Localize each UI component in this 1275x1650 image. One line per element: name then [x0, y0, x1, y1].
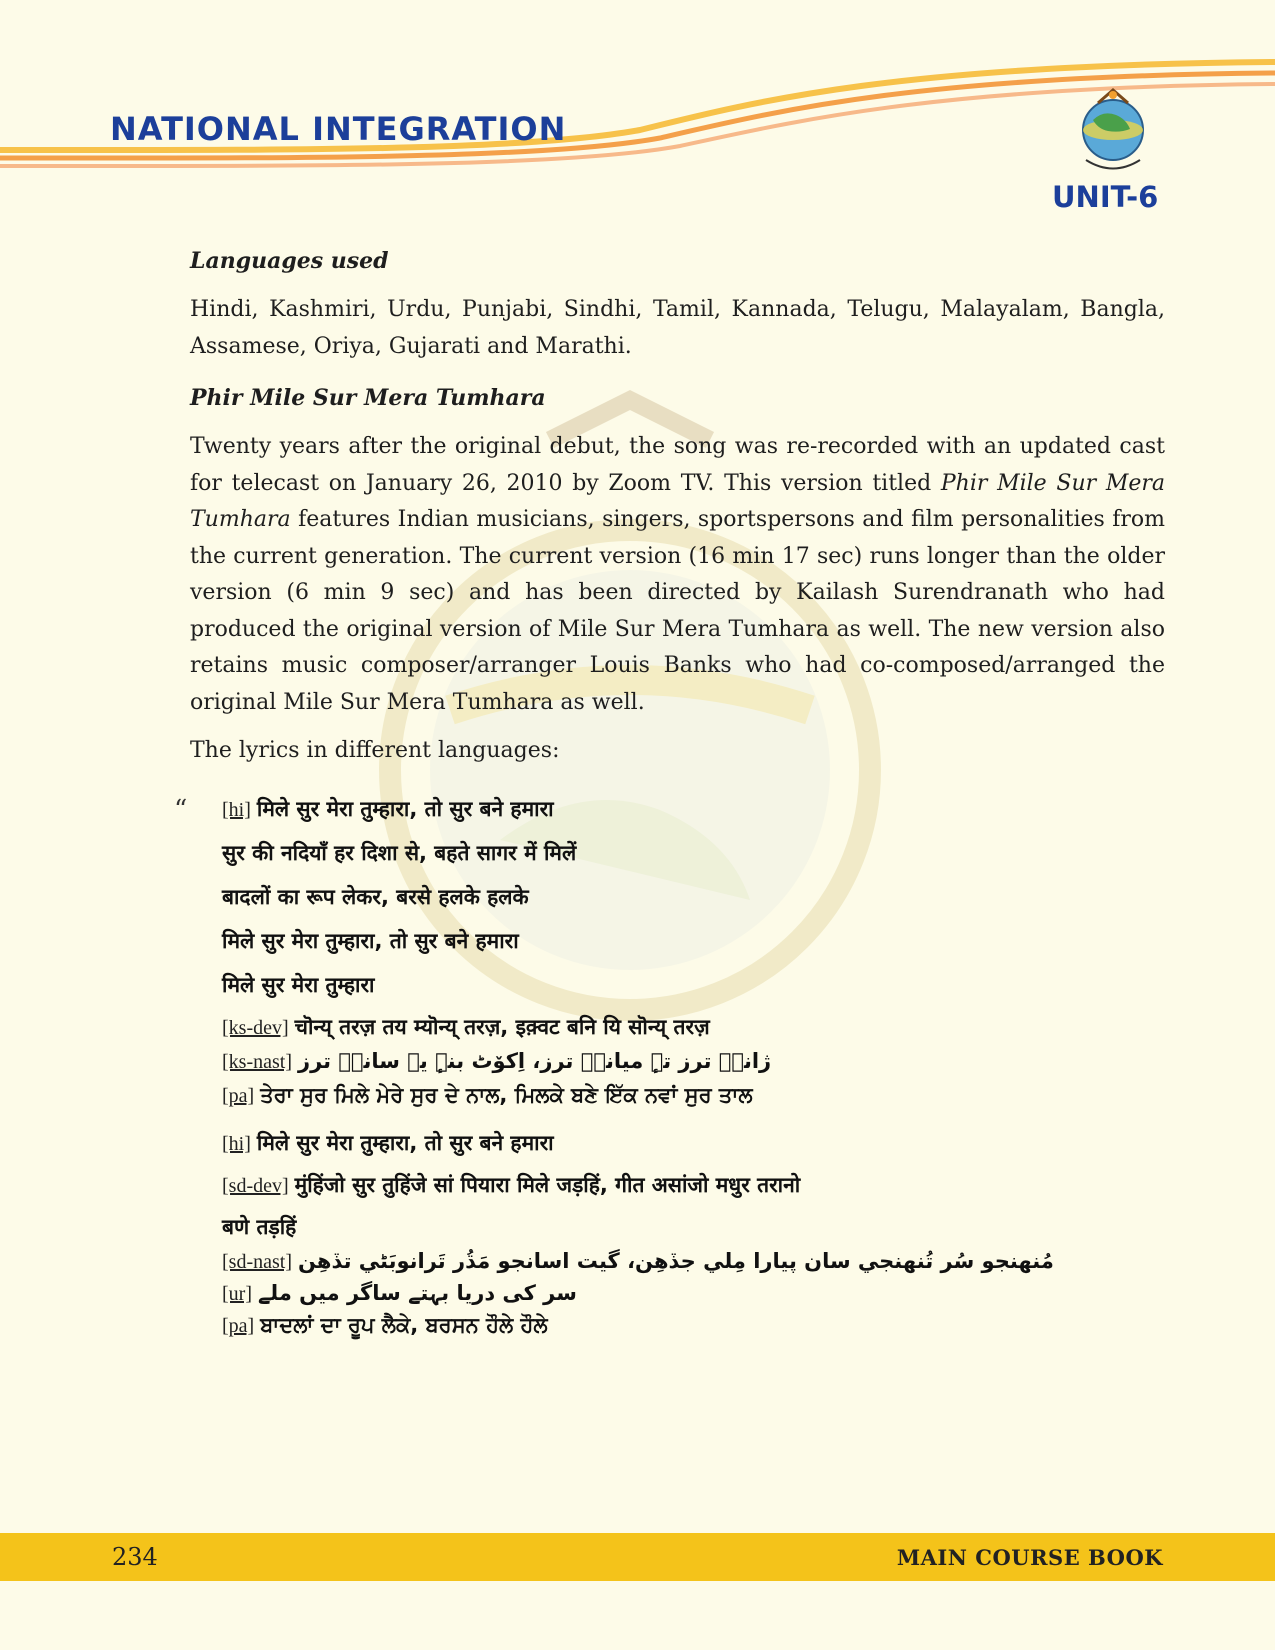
- language-tag: [ks-dev]: [222, 1017, 289, 1039]
- lyric-line: [180, 883, 529, 911]
- lyric-line: [180, 1129, 554, 1157]
- language-tag: [hi]: [222, 799, 251, 821]
- language-tag: [sd-nast]: [222, 1251, 292, 1273]
- languages-paragraph: Hindi, Kashmiri, Urdu, Punjabi, Sindhi, Tamil, Kannada, Telugu, Malayalam, Bangla, Assamese, Oriya, Gujarati and Marathi.: [190, 297, 1165, 359]
- cbse-logo-icon: [1068, 85, 1158, 185]
- lyrics-intro: The lyrics in different languages:: [190, 738, 560, 763]
- language-tag: [hi]: [222, 1133, 251, 1155]
- song-text-part-1: Twenty years after the original debut, the song was re-recorded with an updated cast for telecast on January 26, 2010 by Zoom TV. This version titled: [190, 434, 1165, 496]
- main-content: [190, 248, 1165, 770]
- lyric-text: मिले सुर मेरा तुम्हारा, तो सुर बने हमारा: [222, 929, 519, 953]
- lyric-line: [180, 1213, 296, 1241]
- lyric-line: [180, 1049, 771, 1074]
- language-tag: [pa]: [222, 1085, 255, 1107]
- lyric-line: [180, 1013, 710, 1041]
- lyric-text: ਤੇਰਾ ਸੁਰ ਮਿਲੇ ਮੇਰੇ ਸੁਰ ਦੇ ਨਾਲ, ਮਿਲਕੇ ਬਣੇ ਇੱਕ ਨਵਾਂ ਸੁਰ ਤਾਲ: [260, 1083, 753, 1107]
- lyric-text: मिले सुर मेरा तुम्हारा, तो सुर बने हमारा: [256, 1131, 554, 1155]
- song-title-italic: Phir Mile Sur Mera Tumhara: [190, 470, 1165, 532]
- lyric-text: مُنهنجو سُر تُنهنجي سان پيارا مِلي جڏهِن، گيت اسانجو مَڌُر تَرانوبَڻي تڏهِن: [297, 1249, 1054, 1273]
- lyric-line: [180, 1249, 1054, 1274]
- lyric-text: सुर की नदियाँ हर दिशा से, बहते सागर में मिलें: [222, 841, 577, 865]
- song-text-part-2: features Indian musicians, singers, sportspersons and film personalities from the current generation. The current version (16 min 17 sec) runs longer than the older version (6 min 9 sec) and has been directed by Kailash Surendranath who had produced the original version of Mile Sur Mera Tumhara as well. The new version also retains music composer/arranger Louis Banks who had co-composed/arranged the original Mile Sur Mera Tumhara as well.: [190, 507, 1165, 715]
- song-paragraph: [190, 429, 1165, 721]
- language-tag: [ur]: [222, 1283, 252, 1305]
- page-number: 234: [112, 1543, 158, 1571]
- lyric-text: मिले सुर मेरा तुम्हारा: [222, 973, 375, 997]
- lyric-text: चॊन्य् तरज़ तय म्यॊन्य् तरज़, इक़्वट बनि यि सॊन्य् तरज़: [294, 1015, 710, 1039]
- lyric-line: [180, 971, 374, 999]
- language-tag: [pa]: [222, 1315, 255, 1337]
- chapter-title: NATIONAL INTEGRATION: [110, 110, 567, 148]
- language-tag: [ks-nast]: [222, 1051, 292, 1073]
- lyric-line: [180, 795, 554, 823]
- lyric-line: [180, 1313, 548, 1338]
- lyric-text: बादलों का रूप लेकर, बरसे हलके हलके: [222, 885, 529, 909]
- unit-label: UNIT-6: [1052, 180, 1159, 214]
- language-tag: [sd-dev]: [222, 1175, 289, 1197]
- lyric-line: [180, 927, 519, 955]
- lyric-text: मुंहिंजो सुर तुहिंजे सां पियारा मिले जड़हिं, गीत असांजो मधुर तरानो: [294, 1173, 801, 1197]
- opening-quote: “: [174, 795, 188, 825]
- lyric-line: [180, 839, 576, 867]
- lyric-line: [180, 1083, 753, 1108]
- lyric-text: ਬਾਦਲਾਂ ਦਾ ਰੂਪ ਲੈਕੇ, ਬਰਸਨ ਹੌਲੇ ਹੌਲੇ: [260, 1313, 548, 1337]
- lyric-text: سر کی دریا بہتے ساگر میں ملے: [257, 1281, 577, 1305]
- lyric-line: [180, 1171, 800, 1199]
- lyric-text: ژانٛہ ترز تہٕ میانٛہ ترز، اِکوٚٹ بنہٕ یہ سانٛہ ترز: [297, 1049, 772, 1073]
- lyric-line: [180, 1281, 577, 1306]
- languages-heading: Languages used: [190, 248, 389, 274]
- song-heading: Phir Mile Sur Mera Tumhara: [190, 385, 546, 411]
- lyric-text: मिले सुर मेरा तुम्हारा, तो सुर बने हमारा: [256, 797, 554, 821]
- lyric-text: बणे तड़हिं: [222, 1215, 297, 1239]
- book-title: MAIN COURSE BOOK: [896, 1545, 1163, 1570]
